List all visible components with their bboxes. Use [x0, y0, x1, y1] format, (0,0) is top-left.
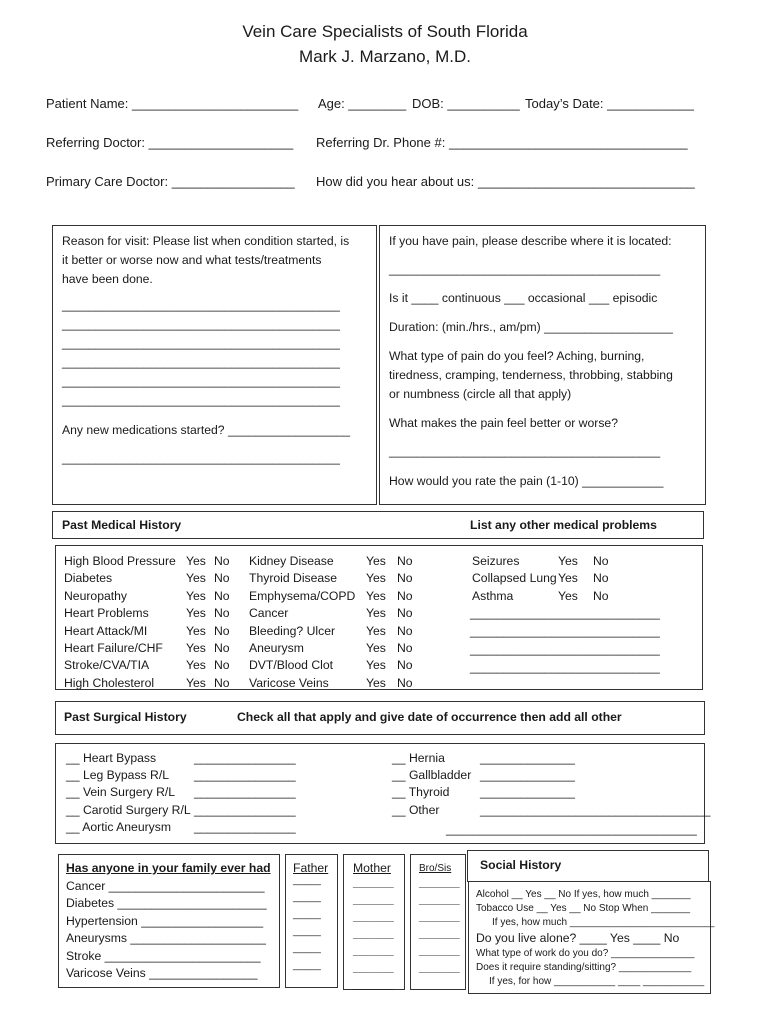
- no-option[interactable]: No: [593, 554, 609, 568]
- no-option[interactable]: No: [214, 675, 230, 690]
- yes-option[interactable]: Yes: [366, 675, 386, 690]
- surgery-date-line[interactable]: __________________________________: [480, 802, 711, 817]
- pain-type-options[interactable]: or numbness (circle all that apply): [389, 387, 572, 401]
- no-option[interactable]: No: [214, 658, 230, 673]
- relative-answer-line[interactable]: ______: [419, 960, 460, 974]
- other-problem-line[interactable]: ____________________________: [470, 660, 660, 674]
- surgery-checkbox-item[interactable]: __ Leg Bypass R/L: [66, 768, 169, 783]
- reason-blank-line[interactable]: _________________________________________: [62, 298, 340, 312]
- yes-option[interactable]: Yes: [558, 588, 578, 603]
- no-option[interactable]: No: [397, 588, 413, 603]
- reason-blank-line[interactable]: _________________________________________: [62, 355, 340, 369]
- relative-answer-line[interactable]: ______: [419, 926, 460, 940]
- condition-label: Heart Attack/MI: [64, 623, 148, 638]
- condition-label: Cancer: [249, 606, 289, 621]
- surgery-date-line[interactable]: _______________: [194, 785, 296, 800]
- age-field[interactable]: Age: ________: [318, 96, 407, 111]
- reason-prompt: have been done.: [62, 272, 153, 286]
- pain-rating-field[interactable]: How would you rate the pain (1-10) ____________: [389, 474, 664, 488]
- yes-option[interactable]: Yes: [366, 658, 386, 673]
- mother-column: [343, 854, 405, 990]
- heard-about-field[interactable]: How did you hear about us: ______________________________: [316, 174, 695, 189]
- reason-blank-line[interactable]: _________________________________________: [62, 336, 340, 350]
- psh-header: [55, 701, 705, 735]
- referring-phone-field[interactable]: Referring Dr. Phone #: _________________________________: [316, 135, 688, 150]
- pain-type-options[interactable]: tiredness, cramping, tenderness, throbbing, stabbing: [389, 368, 673, 382]
- relative-answer-line[interactable]: _____: [293, 926, 321, 937]
- father-column: [285, 854, 338, 988]
- no-option[interactable]: No: [214, 606, 230, 621]
- condition-label: Asthma: [472, 588, 514, 603]
- no-option[interactable]: No: [214, 554, 230, 568]
- relative-answer-line[interactable]: _____: [293, 943, 321, 954]
- surgery-date-line[interactable]: _______________: [194, 768, 296, 783]
- yes-option[interactable]: Yes: [186, 641, 206, 655]
- condition-label: Seizures: [472, 554, 520, 568]
- pain-better-worse-line[interactable]: ________________________________________: [389, 444, 661, 458]
- tobacco-amount-field[interactable]: If yes, how much __________________________: [492, 917, 715, 928]
- relative-answer-line[interactable]: _____: [293, 960, 321, 971]
- practice-name: Vein Care Specialists of South Florida: [242, 22, 528, 41]
- mother-header: Mother: [353, 861, 391, 875]
- condition-label: Bleeding? Ulcer: [249, 623, 336, 638]
- psh-body: [55, 743, 711, 844]
- pain-frequency-field[interactable]: Is it ____ continuous ___ occasional ___ episodic: [389, 291, 658, 305]
- new-medications-field[interactable]: Any new medications started? __________________: [62, 423, 350, 437]
- yes-option[interactable]: Yes: [558, 554, 578, 568]
- surgery-date-line[interactable]: _______________: [194, 751, 296, 765]
- other-surgery-line[interactable]: _____________________________________: [446, 822, 697, 836]
- relative-answer-line[interactable]: ______: [353, 977, 394, 991]
- relative-answer-line[interactable]: ______: [353, 875, 394, 889]
- surgery-checkbox-item[interactable]: __ Hernia: [392, 751, 445, 765]
- family-history-title: Has anyone in your family ever had: [66, 861, 271, 875]
- no-option[interactable]: No: [593, 571, 609, 586]
- family-condition-field[interactable]: Cancer _______________________: [66, 879, 265, 893]
- surgery-checkbox-item[interactable]: __ Thyroid: [392, 785, 450, 800]
- relative-answer-line[interactable]: ______: [353, 960, 394, 974]
- reason-blank-line[interactable]: _________________________________________: [62, 451, 340, 465]
- relative-answer-line[interactable]: ______: [419, 909, 460, 923]
- pain-better-worse-prompt: What makes the pain feel better or worse?: [389, 416, 618, 430]
- condition-label: Emphysema/COPD: [249, 588, 356, 603]
- surgery-checkbox-item[interactable]: __ Other: [392, 802, 440, 817]
- condition-label: Kidney Disease: [249, 554, 334, 568]
- relative-answer-line[interactable]: ______: [353, 926, 394, 940]
- patient-name-field[interactable]: Patient Name: _______________________: [46, 96, 299, 111]
- yes-option[interactable]: Yes: [186, 623, 206, 638]
- reason-blank-line[interactable]: _________________________________________: [62, 393, 340, 407]
- no-option[interactable]: No: [397, 623, 413, 638]
- pain-box: [379, 225, 706, 505]
- family-condition-field[interactable]: Hypertension __________________: [66, 913, 264, 928]
- reason-prompt: it better or worse now and what tests/treatments: [62, 253, 322, 267]
- surgery-date-line[interactable]: ______________: [480, 785, 575, 800]
- relative-answer-line[interactable]: ______: [353, 909, 394, 923]
- yes-option[interactable]: Yes: [186, 571, 206, 586]
- pain-duration-field[interactable]: Duration: (min./hrs., am/pm) ___________________: [389, 320, 673, 334]
- relative-answer-line[interactable]: _____: [293, 875, 321, 886]
- condition-label: Aneurysm: [249, 641, 304, 655]
- other-problem-line[interactable]: ____________________________: [470, 606, 660, 620]
- yes-option[interactable]: Yes: [186, 658, 206, 673]
- dob-field[interactable]: DOB: __________: [412, 96, 520, 111]
- surgery-checkbox-item[interactable]: __ Heart Bypass: [66, 751, 157, 765]
- yes-option[interactable]: Yes: [366, 641, 386, 655]
- no-option[interactable]: No: [214, 571, 230, 586]
- condition-label: Heart Problems: [64, 606, 149, 621]
- family-condition-field[interactable]: Stroke _______________________: [66, 948, 261, 963]
- yes-option[interactable]: Yes: [366, 606, 386, 621]
- yes-option[interactable]: Yes: [366, 571, 386, 586]
- condition-label: High Blood Pressure: [64, 554, 176, 568]
- surgery-date-line[interactable]: ______________: [480, 751, 575, 765]
- family-condition-field[interactable]: Aneurysms ____________________: [66, 931, 266, 946]
- yes-option[interactable]: Yes: [186, 606, 206, 621]
- relative-answer-line[interactable]: _____: [293, 892, 321, 903]
- father-header: Father: [293, 861, 329, 875]
- no-option[interactable]: No: [397, 571, 413, 586]
- reason-blank-line[interactable]: _________________________________________: [62, 317, 340, 331]
- condition-label: Stroke/CVA/TIA: [64, 658, 150, 673]
- no-option[interactable]: No: [397, 675, 413, 690]
- work-type-field[interactable]: What type of work do you do? _______________: [476, 948, 695, 959]
- pain-location-prompt: If you have pain, please describe where it is located:: [389, 234, 672, 248]
- no-option[interactable]: No: [214, 641, 230, 655]
- condition-label: DVT/Blood Clot: [249, 658, 333, 673]
- social-history-title: Social History: [480, 858, 562, 872]
- live-alone-field[interactable]: Do you live alone? ____ Yes ____ No: [476, 931, 680, 945]
- reason-blank-line[interactable]: _________________________________________: [62, 374, 340, 388]
- yes-option[interactable]: Yes: [186, 554, 206, 568]
- relative-answer-line[interactable]: ______: [353, 892, 394, 906]
- doctor-name: Mark J. Marzano, M.D.: [299, 47, 471, 66]
- reason-prompt: Reason for visit: Please list when condition started, is: [62, 234, 350, 248]
- relative-answer-line[interactable]: ______: [419, 943, 460, 957]
- surgery-checkbox-item[interactable]: __ Vein Surgery R/L: [66, 785, 176, 800]
- condition-label: Neuropathy: [64, 588, 128, 603]
- reason-for-visit-box: [52, 225, 377, 505]
- pmh-header: [52, 511, 704, 539]
- surgery-checkbox-item[interactable]: __ Gallbladder: [392, 768, 472, 783]
- yes-option[interactable]: Yes: [366, 623, 386, 638]
- referring-doctor-field[interactable]: Referring Doctor: ____________________: [46, 135, 294, 150]
- alcohol-field[interactable]: Alcohol __ Yes __ No If yes, how much _______: [476, 889, 691, 900]
- condition-label: Heart Failure/CHF: [64, 641, 163, 655]
- social-history-header: [467, 850, 709, 882]
- relative-answer-line[interactable]: ______: [419, 892, 460, 906]
- primary-care-field[interactable]: Primary Care Doctor: _________________: [46, 174, 295, 189]
- todays-date-field[interactable]: Today’s Date: ____________: [525, 96, 694, 111]
- yes-option[interactable]: Yes: [186, 588, 206, 603]
- psh-instruction: Check all that apply and give date of occurrence then add all other: [237, 710, 622, 724]
- bro-sis-column: [410, 854, 466, 990]
- condition-label: Collapsed Lung: [472, 571, 557, 586]
- no-option[interactable]: No: [397, 641, 413, 655]
- relative-answer-line[interactable]: ______: [419, 875, 460, 889]
- pmh-title: Past Medical History: [62, 518, 182, 532]
- other-problem-line[interactable]: ____________________________: [470, 642, 660, 656]
- surgery-checkbox-item[interactable]: __ Aortic Aneurysm: [66, 819, 171, 834]
- psh-title: Past Surgical History: [64, 710, 187, 724]
- pmh-body: [55, 545, 703, 690]
- pain-location-line[interactable]: ________________________________________: [389, 262, 661, 276]
- family-history-box: [58, 854, 280, 988]
- surgery-checkbox-item[interactable]: __ Carotid Surgery R/L: [66, 802, 191, 817]
- no-option[interactable]: No: [397, 658, 413, 673]
- tobacco-field[interactable]: Tobacco Use __ Yes __ No Stop When _______: [476, 903, 691, 914]
- standing-duration-field[interactable]: If yes, for how ___________ ____ ___________: [489, 976, 705, 987]
- relative-answer-line[interactable]: _____: [293, 909, 321, 920]
- social-history-body: [468, 881, 715, 994]
- condition-label: Diabetes: [64, 571, 113, 586]
- surgery-date-line[interactable]: ______________: [480, 768, 575, 783]
- surgery-date-line[interactable]: _______________: [194, 802, 296, 817]
- condition-label: High Cholesterol: [64, 675, 155, 690]
- standing-sitting-field[interactable]: Does it require standing/sitting? _____________: [476, 962, 692, 973]
- yes-option[interactable]: Yes: [366, 554, 386, 568]
- condition-label: Thyroid Disease: [249, 571, 338, 586]
- condition-label: Varicose Veins: [249, 675, 329, 690]
- yes-option[interactable]: Yes: [558, 571, 578, 586]
- pain-type-prompt: What type of pain do you feel? Aching, burning,: [389, 349, 645, 363]
- surgery-date-line[interactable]: _______________: [194, 819, 296, 834]
- family-condition-field[interactable]: Diabetes ______________________: [66, 896, 267, 911]
- pmh-other-title: List any other medical problems: [470, 518, 657, 532]
- yes-option[interactable]: Yes: [186, 675, 206, 690]
- no-option[interactable]: No: [214, 623, 230, 638]
- other-problem-line[interactable]: ____________________________: [470, 624, 660, 638]
- yes-option[interactable]: Yes: [366, 588, 386, 603]
- no-option[interactable]: No: [593, 588, 609, 603]
- no-option[interactable]: No: [397, 554, 413, 568]
- bro-sis-header: Bro/Sis: [419, 863, 452, 874]
- family-condition-field[interactable]: Varicose Veins ________________: [66, 966, 258, 980]
- relative-answer-line[interactable]: ______: [353, 943, 394, 957]
- no-option[interactable]: No: [397, 606, 413, 621]
- no-option[interactable]: No: [214, 588, 230, 603]
